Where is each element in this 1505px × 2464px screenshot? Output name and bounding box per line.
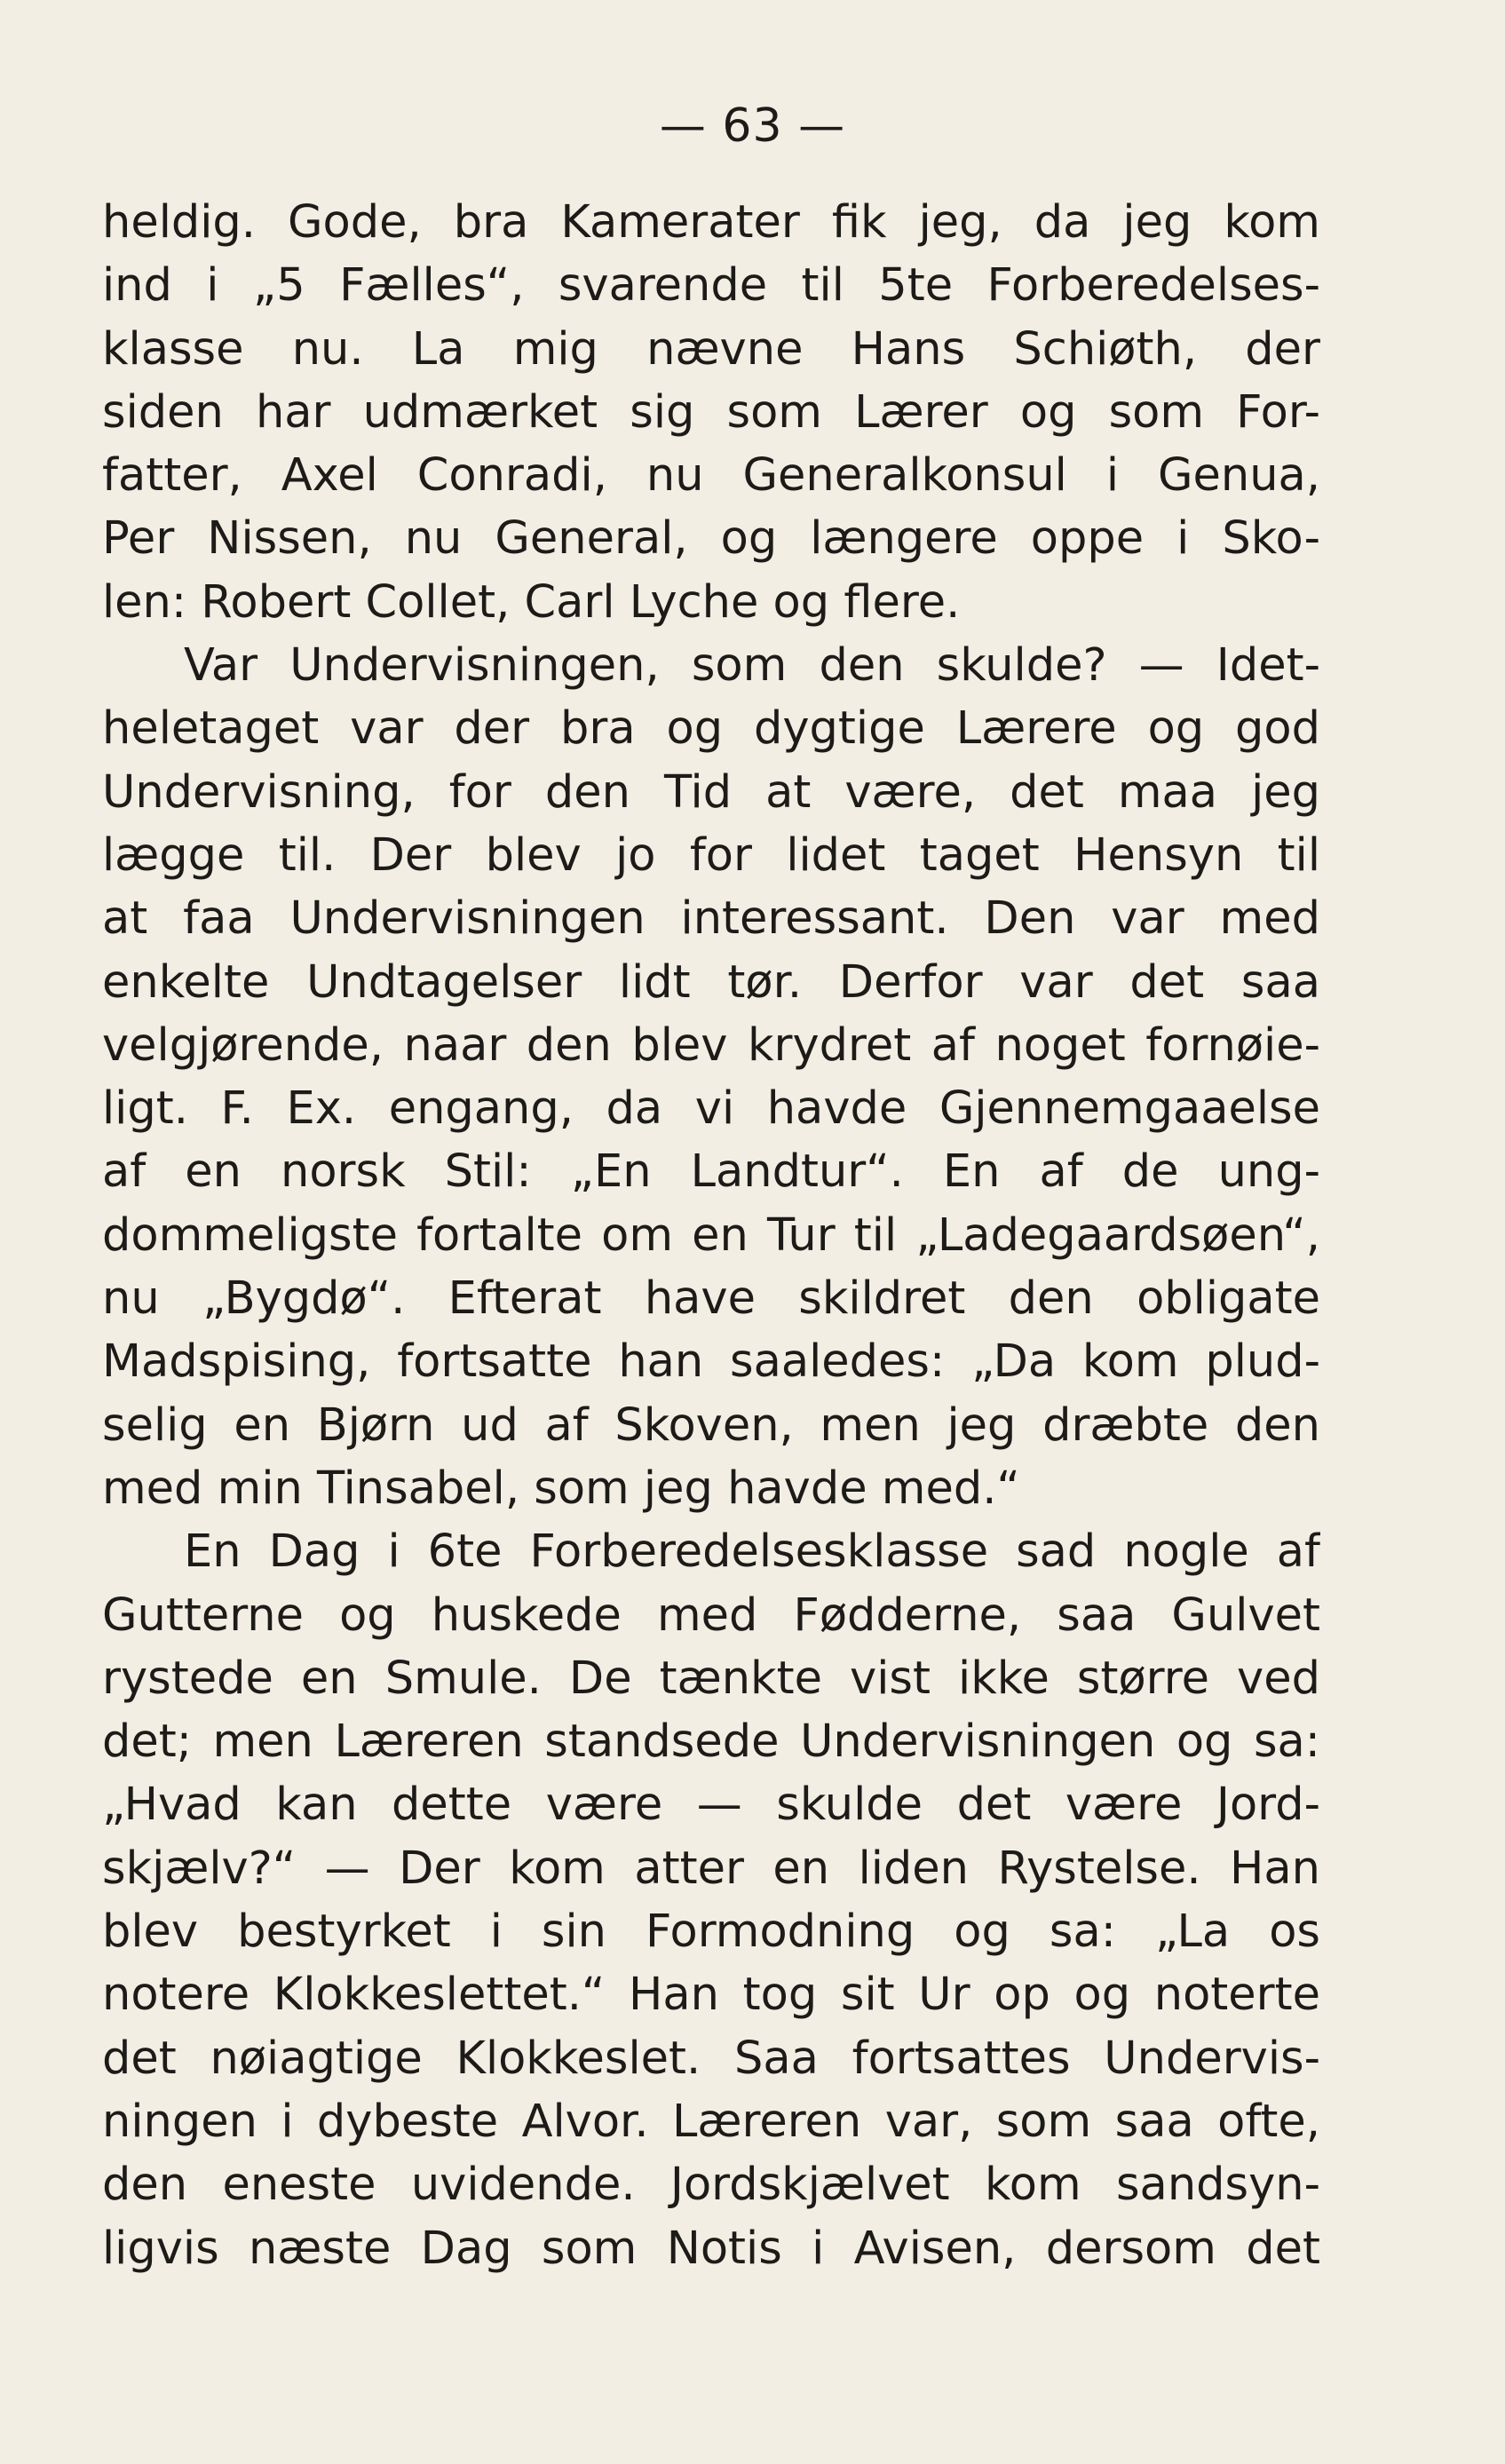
text-line: En Dag i 6te Forberedelsesklasse sad nogle af bbox=[184, 1525, 1320, 1579]
text-line: lægge til. Der blev jo for lidet taget Hensyn til bbox=[102, 828, 1320, 882]
text-line: Var Undervisningen, som den skulde? — Idet- bbox=[184, 639, 1320, 693]
text-line: med min Tinsabel, som jeg havde med.“ bbox=[102, 1462, 1020, 1515]
text-line: Gutterne og huskede med Fødderne, saa Gulvet bbox=[102, 1589, 1320, 1642]
text-line: fatter, Axel Conradi, nu Generalkonsul i Genua, bbox=[102, 449, 1320, 503]
text-line: Madspising, fortsatte han saaledes: „Da kom plud- bbox=[102, 1335, 1320, 1389]
text-line: af en norsk Stil: „En Landtur“. En af de ung- bbox=[102, 1145, 1320, 1199]
text-line: ligvis næste Dag som Notis i Avisen, dersom det bbox=[102, 2222, 1320, 2275]
text-line: heletaget var der bra og dygtige Lærere og god bbox=[102, 702, 1320, 756]
text-line: dommeligste fortalte om en Tur til „Ladegaardsøen“, bbox=[102, 1208, 1320, 1262]
text-line: skjælv?“ — Der kom atter en liden Rystelse. Han bbox=[102, 1842, 1320, 1895]
text-line: den eneste uvidende. Jordskjælvet kom sandsyn- bbox=[102, 2159, 1320, 2212]
text-line: at faa Undervisningen interessant. Den var med bbox=[102, 892, 1320, 946]
text-line: „Hvad kan dette være — skulde det være Jord- bbox=[102, 1779, 1320, 1832]
text-line: nu „Bygdø“. Efterat have skildret den obligate bbox=[102, 1272, 1320, 1326]
text-line: enkelte Undtagelser lidt tør. Derfor var det saa bbox=[102, 955, 1320, 1009]
text-line: siden har udmærket sig som Lærer og som For- bbox=[102, 385, 1320, 439]
text-line: heldig. Gode, bra Kamerater fik jeg, da jeg kom bbox=[102, 196, 1320, 249]
text-line: klasse nu. La mig nævne Hans Schiøth, der bbox=[102, 322, 1320, 376]
text-line: blev bestyrket i sin Formodning og sa: „La os bbox=[102, 1905, 1320, 1959]
text-line: selig en Bjørn ud af Skoven, men jeg dræbte den bbox=[102, 1398, 1320, 1452]
text-line: ligt. F. Ex. engang, da vi havde Gjennemgaaelse bbox=[102, 1082, 1320, 1136]
text-line: ind i „5 Fælles“, svarende til 5te Forberedelses- bbox=[102, 259, 1320, 313]
body-text bbox=[102, 191, 1320, 2280]
text-line: Undervisning, for den Tid at være, det maa jeg bbox=[102, 765, 1320, 819]
text-line: Per Nissen, nu General, og længere oppe i Sko- bbox=[102, 512, 1320, 566]
text-line: ningen i dybeste Alvor. Læreren var, som saa ofte, bbox=[102, 2095, 1320, 2148]
text-line: det nøiagtige Klokkeslet. Saa fortsattes Undervis- bbox=[102, 2032, 1320, 2085]
text-line: notere Klokkeslettet.“ Han tog sit Ur op og noterte bbox=[102, 1969, 1320, 2022]
text-line: rystede en Smule. De tænkte vist ikke større ved bbox=[102, 1652, 1320, 1705]
text-line: det; men Læreren standsede Undervisningen og sa: bbox=[102, 1715, 1320, 1769]
page-number: — 63 — bbox=[659, 99, 846, 153]
text-line: velgjørende, naar den blev krydret af noget fornøie- bbox=[102, 1018, 1320, 1072]
text-line: len: Robert Collet, Carl Lyche og flere. bbox=[102, 575, 961, 629]
